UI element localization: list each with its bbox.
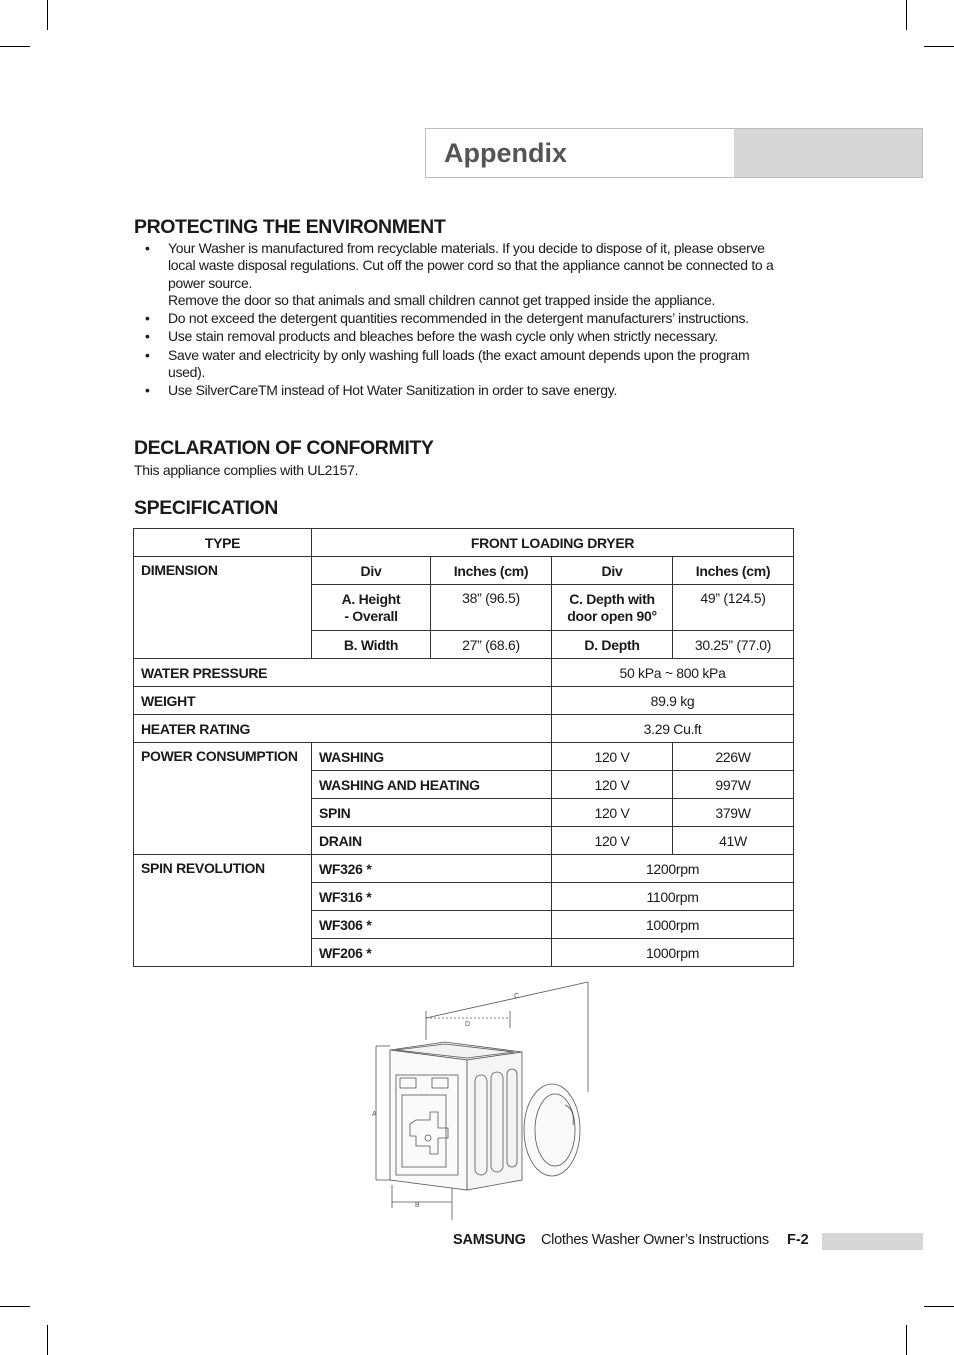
crop-mark <box>0 1306 30 1307</box>
list-item: • Save water and electricity by only washing full loads (the exact amount depends upon the program used). <box>145 346 750 381</box>
spin-model: WF316 * <box>312 883 552 911</box>
label-d: D <box>465 1021 471 1028</box>
power-volt: 120 V <box>552 799 673 827</box>
crop-mark <box>906 1325 907 1355</box>
conformity-title: DECLARATION OF CONFORMITY <box>134 437 434 459</box>
spin-rpm: 1000rpm <box>552 911 794 939</box>
washer-drawing <box>376 982 588 1220</box>
spin-model: WF306 * <box>312 911 552 939</box>
dim-cell: D. Depth <box>552 631 673 659</box>
water-pressure-value: 50 kPa ~ 800 kPa <box>552 659 794 687</box>
power-volt: 120 V <box>552 771 673 799</box>
page-number: F-2 <box>787 1232 809 1248</box>
crop-mark <box>924 1306 954 1307</box>
power-mode: DRAIN <box>312 827 552 855</box>
power-mode: SPIN <box>312 799 552 827</box>
table-row <box>134 659 794 687</box>
dim-cell: 30.25” (77.0) <box>673 631 794 659</box>
power-mode: WASHING <box>312 743 552 771</box>
power-watt: 379W <box>673 799 794 827</box>
conformity-text: This appliance complies with UL2157. <box>134 462 359 478</box>
table-row <box>134 715 794 743</box>
header-grey-block <box>734 129 922 177</box>
crop-mark <box>924 46 954 47</box>
specification-title: SPECIFICATION <box>134 497 278 519</box>
dimension-label: DIMENSION <box>134 557 312 659</box>
washer-dimension-figure <box>360 980 610 1220</box>
power-watt: 41W <box>673 827 794 855</box>
crop-mark <box>47 0 48 30</box>
type-label: TYPE <box>134 529 312 557</box>
table-row <box>134 687 794 715</box>
heater-rating-value: 3.29 Cu.ft <box>552 715 794 743</box>
footer-text: Clothes Washer Owner’s Instructions <box>541 1232 769 1248</box>
power-mode: WASHING AND HEATING <box>312 771 552 799</box>
power-volt: 120 V <box>552 743 673 771</box>
dim-header: Div <box>552 557 673 585</box>
dim-cell: 27” (68.6) <box>431 631 552 659</box>
specification-table <box>133 528 794 967</box>
bullet-icon: • <box>145 382 150 399</box>
bullet-icon: • <box>145 346 150 363</box>
environment-title: PROTECTING THE ENVIRONMENT <box>134 216 446 238</box>
environment-list <box>134 240 784 401</box>
dim-cell: A. Height - Overall <box>312 585 431 631</box>
dim-header: Inches (cm) <box>431 557 552 585</box>
list-item: • Use SilverCareTM instead of Hot Water Sanitization in order to save energy. <box>145 382 618 399</box>
page-title: Appendix <box>444 138 568 168</box>
list-item: • Do not exceed the detergent quantities recommended in the detergent manufacturers’ instructions. <box>145 310 749 327</box>
water-pressure-label: WATER PRESSURE <box>134 659 552 687</box>
spin-label: SPIN REVOLUTION <box>134 855 312 967</box>
dim-cell: 38” (96.5) <box>431 585 552 631</box>
label-b: B <box>415 1202 420 1209</box>
dim-cell: 49” (124.5) <box>673 585 794 631</box>
power-watt: 997W <box>673 771 794 799</box>
crop-mark <box>906 0 907 30</box>
footer-grey-bar <box>822 1233 923 1250</box>
label-c: C <box>514 993 520 1000</box>
heater-rating-label: HEATER RATING <box>134 715 552 743</box>
weight-label: WEIGHT <box>134 687 552 715</box>
power-watt: 226W <box>673 743 794 771</box>
label-a: A <box>372 1111 377 1118</box>
power-label: POWER CONSUMPTION <box>134 743 312 855</box>
appendix-header <box>425 128 923 178</box>
dim-header: Div <box>312 557 431 585</box>
table-row <box>134 855 794 883</box>
type-value: FRONT LOADING DRYER <box>312 529 794 557</box>
footer-brand: SAMSUNG <box>453 1232 526 1248</box>
crop-mark <box>47 1325 48 1355</box>
list-item: • Your Washer is manufactured from recyclable materials. If you decide to dispose of it, please observe local waste disposal regulations. Cut off the power cord so that the appliance cannot be connected to a power source. Remove the door so that animals and small children cannot get trapped inside the appliance. <box>145 240 774 308</box>
spin-rpm: 1200rpm <box>552 855 794 883</box>
spin-model: WF206 * <box>312 939 552 967</box>
table-row <box>134 743 794 771</box>
bullet-icon: • <box>145 240 150 256</box>
bullet-icon: • <box>145 310 150 327</box>
table-row <box>134 557 794 585</box>
spin-rpm: 1100rpm <box>552 883 794 911</box>
list-item: • Use stain removal products and bleaches before the wash cycle only when strictly necessary. <box>145 328 718 345</box>
spin-rpm: 1000rpm <box>552 939 794 967</box>
dim-cell: B. Width <box>312 631 431 659</box>
power-volt: 120 V <box>552 827 673 855</box>
table-row <box>134 529 794 557</box>
weight-value: 89.9 kg <box>552 687 794 715</box>
bullet-icon: • <box>145 328 150 345</box>
dim-header: Inches (cm) <box>673 557 794 585</box>
crop-mark <box>0 46 30 47</box>
spin-model: WF326 * <box>312 855 552 883</box>
dim-cell: C. Depth with door open 90° <box>552 585 673 631</box>
